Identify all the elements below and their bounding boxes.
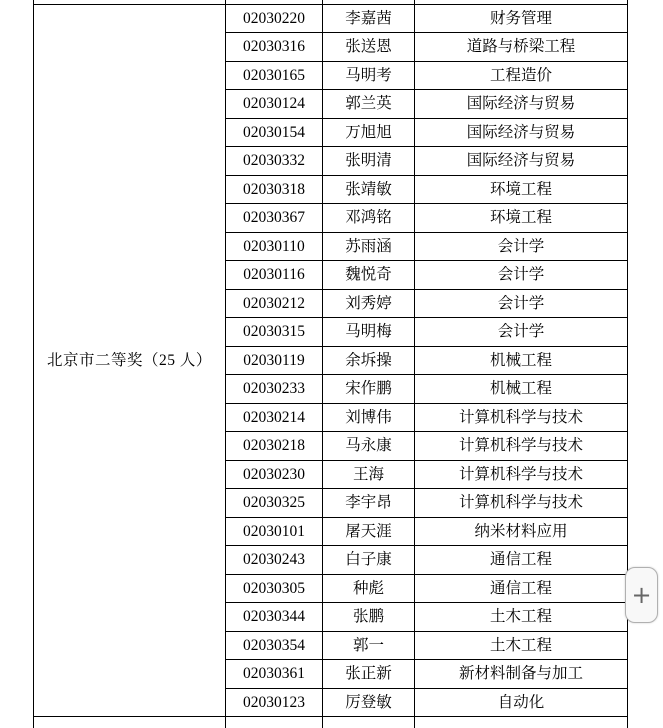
student-id-cell: 02030243 [226, 546, 323, 575]
student-id-cell: 02030344 [226, 603, 323, 632]
student-name-cell: 郭一 [323, 631, 415, 660]
major-cell: 会计学 [415, 232, 628, 261]
student-name-cell: 厉登敏 [323, 688, 415, 717]
student-name-cell: 郭兰英 [323, 90, 415, 119]
student-name-cell: 王海 [323, 460, 415, 489]
major-cell: 国际经济与贸易 [415, 147, 628, 176]
expand-button[interactable]: + [625, 567, 658, 623]
partial-row-cell [323, 717, 415, 728]
student-name-cell: 张明清 [323, 147, 415, 176]
student-name-cell: 种彪 [323, 574, 415, 603]
student-id-cell: 02030318 [226, 175, 323, 204]
student-name-cell: 李宇昂 [323, 489, 415, 518]
student-name-cell: 李嘉茜 [323, 4, 415, 33]
major-cell: 通信工程 [415, 546, 628, 575]
student-id-cell: 02030367 [226, 204, 323, 233]
major-cell: 通信工程 [415, 574, 628, 603]
student-name-cell: 张送恩 [323, 33, 415, 62]
student-id-cell: 02030214 [226, 403, 323, 432]
partial-row-bottom [34, 717, 628, 728]
partial-row-cell [415, 717, 628, 728]
major-cell: 机械工程 [415, 346, 628, 375]
award-table [33, 0, 628, 728]
major-cell: 计算机科学与技术 [415, 489, 628, 518]
student-id-cell: 02030361 [226, 660, 323, 689]
student-id-cell: 02030101 [226, 517, 323, 546]
student-id-cell: 02030123 [226, 688, 323, 717]
student-id-cell: 02030124 [226, 90, 323, 119]
student-name-cell: 魏悦奇 [323, 261, 415, 290]
student-id-cell: 02030116 [226, 261, 323, 290]
student-id-cell: 02030230 [226, 460, 323, 489]
student-id-cell: 02030354 [226, 631, 323, 660]
student-name-cell: 刘博伟 [323, 403, 415, 432]
major-cell: 计算机科学与技术 [415, 432, 628, 461]
major-cell: 工程造价 [415, 61, 628, 90]
student-name-cell: 张靖敏 [323, 175, 415, 204]
major-cell: 财务管理 [415, 4, 628, 33]
student-name-cell: 白子康 [323, 546, 415, 575]
major-cell: 纳米材料应用 [415, 517, 628, 546]
major-cell: 国际经济与贸易 [415, 90, 628, 119]
student-id-cell: 02030165 [226, 61, 323, 90]
major-cell: 会计学 [415, 318, 628, 347]
student-name-cell: 刘秀婷 [323, 289, 415, 318]
student-name-cell: 邓鸿铭 [323, 204, 415, 233]
student-id-cell: 02030233 [226, 375, 323, 404]
major-cell: 会计学 [415, 289, 628, 318]
student-name-cell: 马明考 [323, 61, 415, 90]
student-id-cell: 02030305 [226, 574, 323, 603]
student-id-cell: 02030212 [226, 289, 323, 318]
student-id-cell: 02030325 [226, 489, 323, 518]
major-cell: 国际经济与贸易 [415, 118, 628, 147]
table-row [34, 4, 628, 33]
major-cell: 计算机科学与技术 [415, 403, 628, 432]
major-cell: 机械工程 [415, 375, 628, 404]
student-name-cell: 屠天涯 [323, 517, 415, 546]
student-id-cell: 02030218 [226, 432, 323, 461]
student-name-cell: 苏雨涵 [323, 232, 415, 261]
award-table-body [34, 0, 628, 728]
award-group-cell: 北京市二等奖（25 人） [34, 4, 226, 717]
major-cell: 土木工程 [415, 603, 628, 632]
major-cell: 道路与桥梁工程 [415, 33, 628, 62]
major-cell: 环境工程 [415, 204, 628, 233]
student-id-cell: 02030316 [226, 33, 323, 62]
student-id-cell: 02030154 [226, 118, 323, 147]
student-name-cell: 马永康 [323, 432, 415, 461]
student-id-cell: 02030220 [226, 4, 323, 33]
major-cell: 新材料制备与加工 [415, 660, 628, 689]
partial-row-cell [226, 717, 323, 728]
student-name-cell: 余坼操 [323, 346, 415, 375]
student-name-cell: 张鹏 [323, 603, 415, 632]
student-id-cell: 02030110 [226, 232, 323, 261]
major-cell: 计算机科学与技术 [415, 460, 628, 489]
major-cell: 自动化 [415, 688, 628, 717]
student-name-cell: 马明梅 [323, 318, 415, 347]
student-name-cell: 张正新 [323, 660, 415, 689]
major-cell: 会计学 [415, 261, 628, 290]
student-id-cell: 02030119 [226, 346, 323, 375]
student-name-cell: 宋作鹏 [323, 375, 415, 404]
major-cell: 土木工程 [415, 631, 628, 660]
major-cell: 环境工程 [415, 175, 628, 204]
student-name-cell: 万旭旭 [323, 118, 415, 147]
partial-row-cell [34, 717, 226, 728]
student-id-cell: 02030332 [226, 147, 323, 176]
student-id-cell: 02030315 [226, 318, 323, 347]
